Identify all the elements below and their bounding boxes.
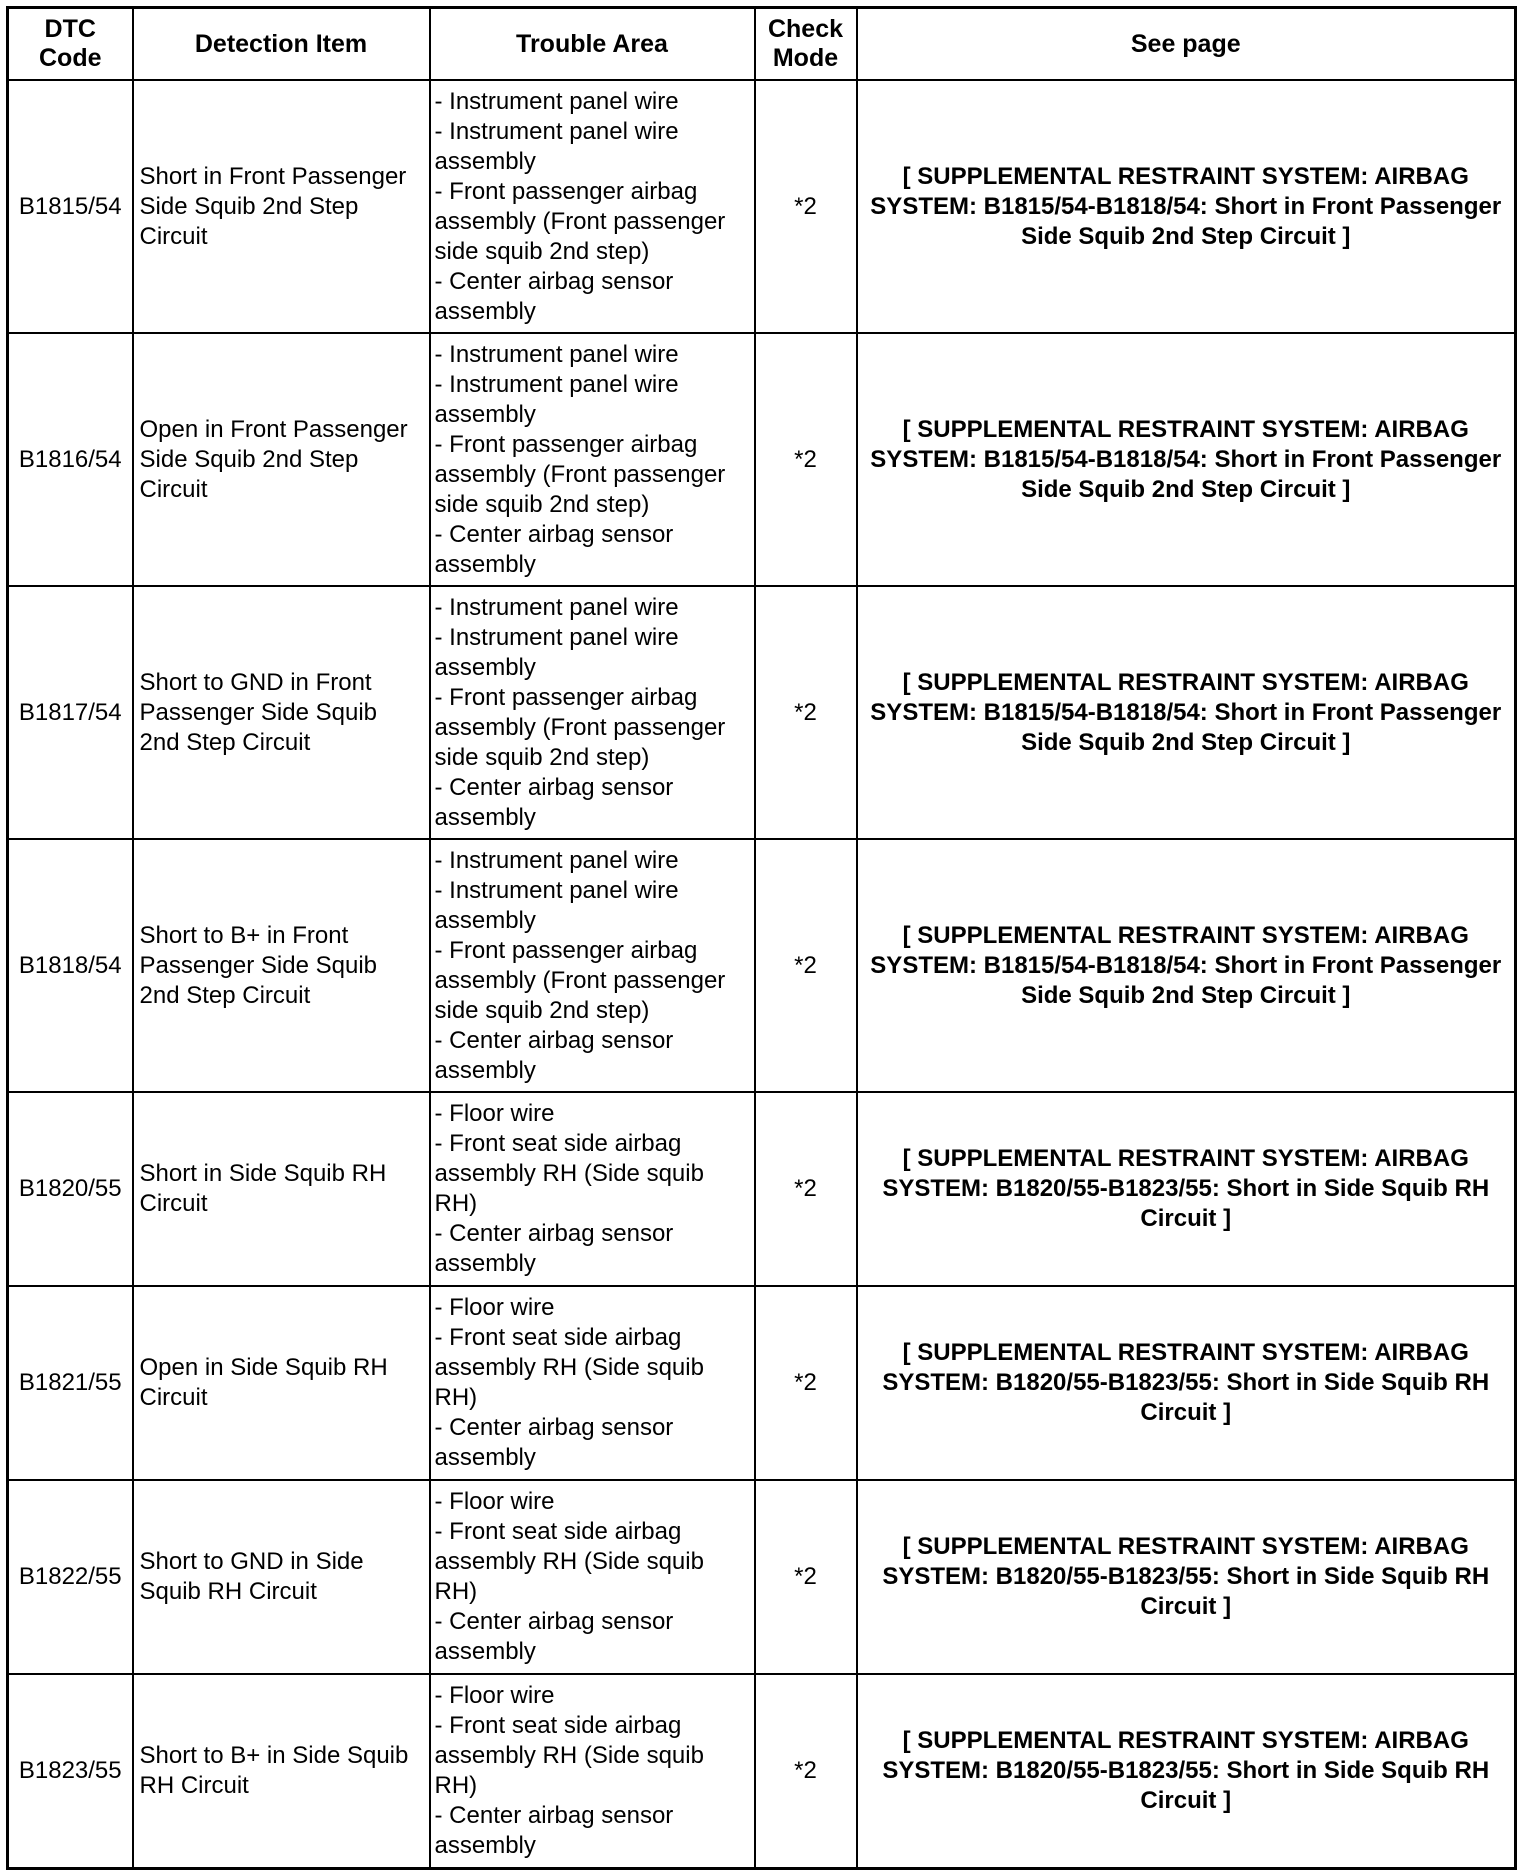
- detection-item-cell: Short to GND in Side Squib RH Circuit: [133, 1480, 430, 1674]
- header-dtc-code: DTC Code: [8, 8, 133, 81]
- check-mode-cell: *2: [755, 80, 857, 333]
- dtc-code-cell: B1815/54: [8, 80, 133, 333]
- detection-item-cell: Open in Front Passenger Side Squib 2nd Step Circuit: [133, 333, 430, 586]
- see-page-link[interactable]: [ SUPPLEMENTAL RESTRAINT SYSTEM: AIRBAG SYSTEM: B1820/55-B1823/55: Short in Side Squib RH Circuit ]: [857, 1286, 1516, 1480]
- see-page-link[interactable]: [ SUPPLEMENTAL RESTRAINT SYSTEM: AIRBAG SYSTEM: B1820/55-B1823/55: Short in Side Squib RH Circuit ]: [857, 1480, 1516, 1674]
- detection-item-cell: Short to B+ in Front Passenger Side Squib 2nd Step Circuit: [133, 839, 430, 1092]
- table-row: [8, 1092, 1516, 1286]
- table-row: [8, 586, 1516, 839]
- dtc-code-cell: B1818/54: [8, 839, 133, 1092]
- header-detection-item: Detection Item: [133, 8, 430, 81]
- header-trouble-area: Trouble Area: [430, 8, 755, 81]
- trouble-area-cell: - Instrument panel wire - Instrument panel wire assembly - Front passenger airbag assembly (Front passenger side squib 2nd step) - Center airbag sensor assembly: [430, 80, 755, 333]
- dtc-table-page: [6, 6, 1514, 1870]
- detection-item-cell: Open in Side Squib RH Circuit: [133, 1286, 430, 1480]
- header-check-mode: Check Mode: [755, 8, 857, 81]
- header-see-page: See page: [857, 8, 1516, 81]
- detection-item-cell: Short to GND in Front Passenger Side Squib 2nd Step Circuit: [133, 586, 430, 839]
- check-mode-cell: *2: [755, 1480, 857, 1674]
- dtc-code-cell: B1821/55: [8, 1286, 133, 1480]
- check-mode-cell: *2: [755, 1674, 857, 1869]
- table-row: [8, 333, 1516, 586]
- detection-item-cell: Short in Side Squib RH Circuit: [133, 1092, 430, 1286]
- trouble-area-cell: - Floor wire - Front seat side airbag assembly RH (Side squib RH) - Center airbag sensor assembly: [430, 1674, 755, 1869]
- detection-item-cell: Short to B+ in Side Squib RH Circuit: [133, 1674, 430, 1869]
- dtc-code-cell: B1822/55: [8, 1480, 133, 1674]
- table-row: [8, 80, 1516, 333]
- dtc-code-cell: B1816/54: [8, 333, 133, 586]
- check-mode-cell: *2: [755, 586, 857, 839]
- see-page-link[interactable]: [ SUPPLEMENTAL RESTRAINT SYSTEM: AIRBAG SYSTEM: B1815/54-B1818/54: Short in Front Passenger Side Squib 2nd Step Circuit ]: [857, 80, 1516, 333]
- trouble-area-cell: - Instrument panel wire - Instrument panel wire assembly - Front passenger airbag assembly (Front passenger side squib 2nd step) - Center airbag sensor assembly: [430, 333, 755, 586]
- see-page-link[interactable]: [ SUPPLEMENTAL RESTRAINT SYSTEM: AIRBAG SYSTEM: B1820/55-B1823/55: Short in Side Squib RH Circuit ]: [857, 1674, 1516, 1869]
- trouble-area-cell: - Instrument panel wire - Instrument panel wire assembly - Front passenger airbag assembly (Front passenger side squib 2nd step) - Center airbag sensor assembly: [430, 839, 755, 1092]
- table-row: [8, 839, 1516, 1092]
- table-row: [8, 1480, 1516, 1674]
- check-mode-cell: *2: [755, 839, 857, 1092]
- detection-item-cell: Short in Front Passenger Side Squib 2nd Step Circuit: [133, 80, 430, 333]
- see-page-link[interactable]: [ SUPPLEMENTAL RESTRAINT SYSTEM: AIRBAG SYSTEM: B1820/55-B1823/55: Short in Side Squib RH Circuit ]: [857, 1092, 1516, 1286]
- trouble-area-cell: - Floor wire - Front seat side airbag assembly RH (Side squib RH) - Center airbag sensor assembly: [430, 1286, 755, 1480]
- dtc-code-cell: B1820/55: [8, 1092, 133, 1286]
- table-row: [8, 1286, 1516, 1480]
- dtc-code-cell: B1817/54: [8, 586, 133, 839]
- check-mode-cell: *2: [755, 1286, 857, 1480]
- dtc-table: [6, 6, 1517, 1870]
- check-mode-cell: *2: [755, 333, 857, 586]
- trouble-area-cell: - Floor wire - Front seat side airbag assembly RH (Side squib RH) - Center airbag sensor assembly: [430, 1480, 755, 1674]
- dtc-code-cell: B1823/55: [8, 1674, 133, 1869]
- see-page-link[interactable]: [ SUPPLEMENTAL RESTRAINT SYSTEM: AIRBAG SYSTEM: B1815/54-B1818/54: Short in Front Passenger Side Squib 2nd Step Circuit ]: [857, 333, 1516, 586]
- table-row: [8, 1674, 1516, 1869]
- check-mode-cell: *2: [755, 1092, 857, 1286]
- trouble-area-cell: - Instrument panel wire - Instrument panel wire assembly - Front passenger airbag assembly (Front passenger side squib 2nd step) - Center airbag sensor assembly: [430, 586, 755, 839]
- trouble-area-cell: - Floor wire - Front seat side airbag assembly RH (Side squib RH) - Center airbag sensor assembly: [430, 1092, 755, 1286]
- table-header-row: [8, 8, 1516, 81]
- see-page-link[interactable]: [ SUPPLEMENTAL RESTRAINT SYSTEM: AIRBAG SYSTEM: B1815/54-B1818/54: Short in Front Passenger Side Squib 2nd Step Circuit ]: [857, 839, 1516, 1092]
- see-page-link[interactable]: [ SUPPLEMENTAL RESTRAINT SYSTEM: AIRBAG SYSTEM: B1815/54-B1818/54: Short in Front Passenger Side Squib 2nd Step Circuit ]: [857, 586, 1516, 839]
